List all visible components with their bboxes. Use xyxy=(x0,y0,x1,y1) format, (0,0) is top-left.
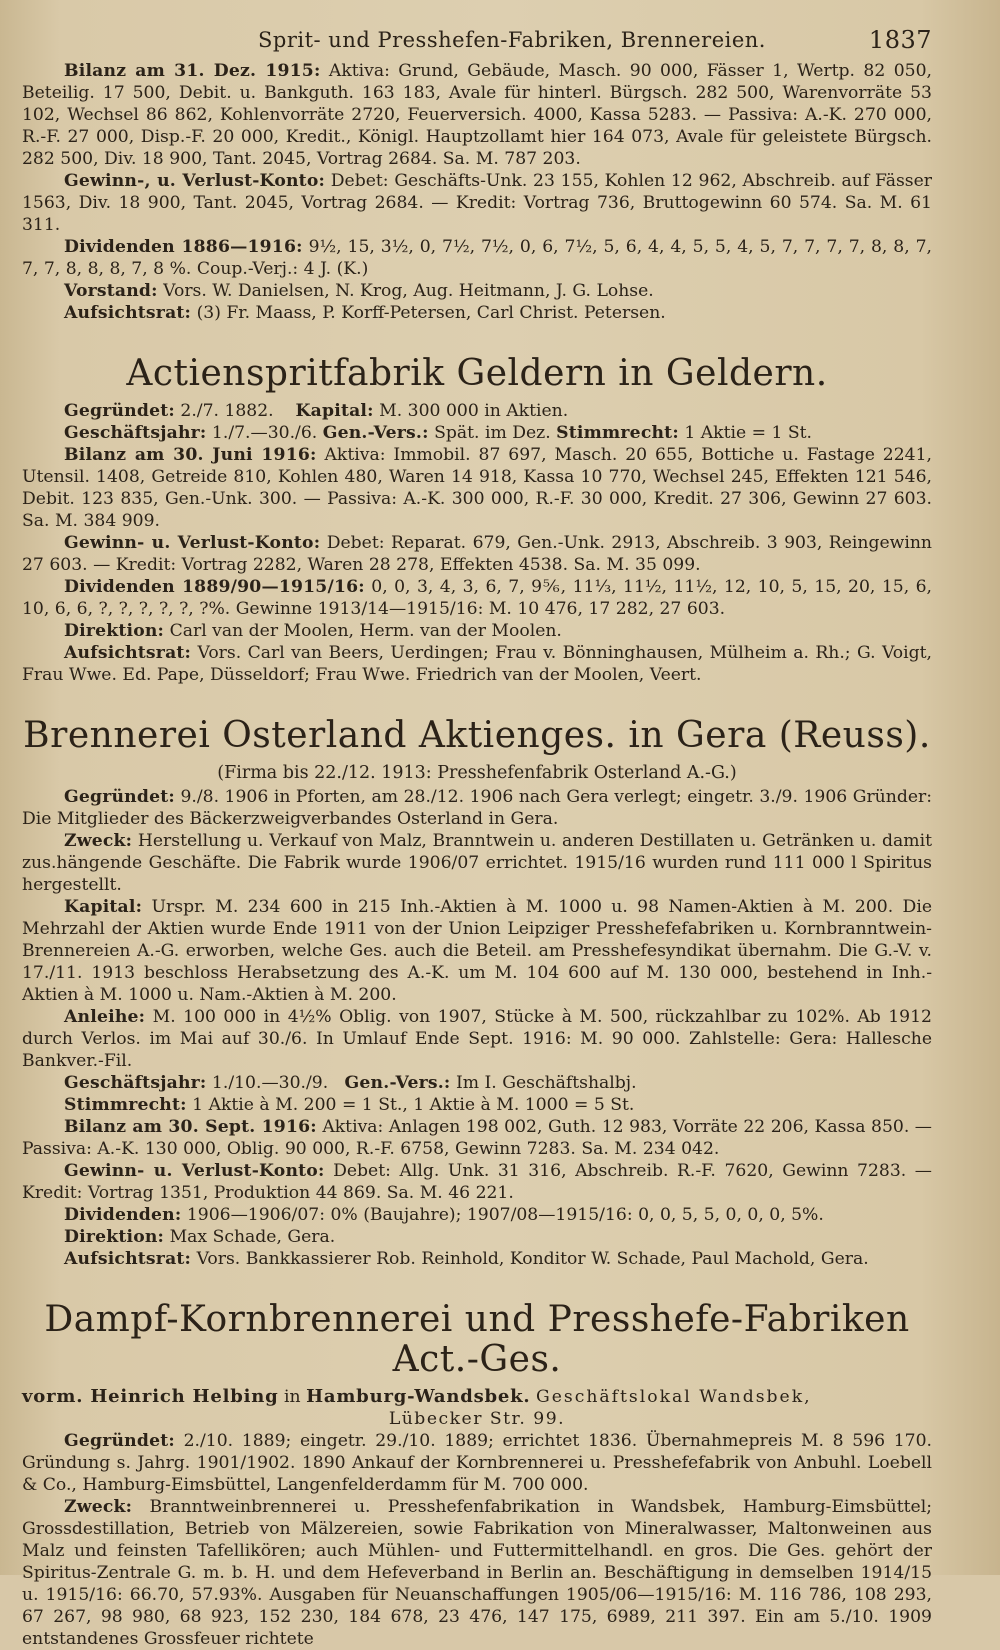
prev-div-label: Dividenden 1886—1916: xyxy=(64,237,303,257)
helbing-gegr-label: Gegründet: xyxy=(64,1431,175,1451)
geldern-aufsicht-text: Vors. Carl van Beers, Uerdingen; Frau v. Bönninghausen, Mülheim a. Rh.; G. Voigt, Frau Wwe. Ed. Pape, Düsseldorf; Frau Wwe. Friedrich van der Moolen, Veert. xyxy=(22,643,933,685)
prev-gewinn-label: Gewinn-, u. Verlust-Konto: xyxy=(64,171,326,191)
geldern-kapital-label: Kapital: xyxy=(295,401,374,421)
prev-dividenden xyxy=(22,236,932,280)
helbing-vorm-in: in xyxy=(284,1387,301,1407)
geldern-bilanz-label: Bilanz am 30. Juni 1916: xyxy=(64,445,317,465)
geldern-gewinn-label: Gewinn- u. Verlust-Konto: xyxy=(64,533,321,553)
osterland-bilanz-text: Aktiva: Anlagen 198 002, Guth. 12 983, Vorräte 22 206, Kassa 850. — Passiva: A.-K. 130 000, Oblig. 90 000, R.-F. 6758, Gewinn 7283. Sa. M. 234 042. xyxy=(22,1117,932,1159)
prev-bilanz-label: Bilanz am 31. Dez. 1915: xyxy=(64,61,321,81)
geldern-dir-label: Direktion: xyxy=(64,621,165,641)
prev-aufsichtsrat xyxy=(22,302,932,324)
osterland-dir-text: Max Schade, Gera. xyxy=(169,1227,336,1247)
geldern-div-label: Dividenden 1889/90—1915/16: xyxy=(64,577,365,597)
geldern-direktion xyxy=(22,620,932,642)
prev-bilanz xyxy=(22,60,932,170)
osterland-direktion xyxy=(22,1226,932,1248)
geldern-bilanz-text: Aktiva: Immobil. 87 697, Masch. 20 655, Bottiche u. Fastage 2241, Utensil. 1408, Getreide 810, Kohlen 480, Waren 14 918, Kassa 10 770, Wechsel 245, Effekten 121 546, Debit. 123 835, Gen.-Unk. 300. — Passiva: A.-K. 300 000, R.-F. 30 000, Kredit. 27 306, Gewinn 27 603. Sa. M. 384 909. xyxy=(22,445,932,531)
geldern-aufsicht-label: Aufsichtsrat: xyxy=(64,643,192,663)
osterland-title: Brennerei Osterland Aktienges. in Gera (Reuss). xyxy=(23,715,931,756)
geldern-aufsichtsrat xyxy=(22,642,932,686)
geldern-kapital-text: M. 300 000 in Aktien. xyxy=(379,401,569,421)
osterland-aufsicht-text: Vors. Bankkassierer Rob. Reinhold, Konditor W. Schade, Paul Machold, Gera. xyxy=(196,1249,869,1269)
osterland-gewinn xyxy=(22,1160,932,1204)
osterland-gegruendet xyxy=(22,786,932,830)
helbing-vorm-street: Lübecker Str. 99. xyxy=(388,1409,566,1429)
osterland-zweck-text: Herstellung u. Verkauf von Malz, Branntwein u. anderen Destillaten u. Getränken u. damit zus.hängende Geschäfte. Die Fabrik wurde 1906/07 errichtet. 1915/16 wurden rund 111 000 l Spiritus hergestellt. xyxy=(22,831,932,895)
osterland-anleihe-label: Anleihe: xyxy=(64,1007,146,1027)
geldern-basics-2 xyxy=(22,422,932,444)
prev-vorstand xyxy=(22,280,932,302)
osterland-firma: (Firma bis 22./12. 1913: Presshefenfabrik Osterland A.-G.) xyxy=(217,763,737,783)
osterland-gewinn-text: Debet: Allg. Unk. 31 316, Abschreib. R.-F. 7620, Gewinn 7283. — Kredit: Vortrag 1351, Produktion 44 869. Sa. M. 46 221. xyxy=(22,1161,932,1203)
geldern-stimm-label: Stimmrecht: xyxy=(556,423,679,443)
geldern-dir-text: Carl van der Moolen, Herm. van der Moolen. xyxy=(169,621,562,641)
geldern-gegr-text: 2./7. 1882. xyxy=(180,401,274,421)
helbing-zweck-text: Branntweinbrennerei u. Presshefenfabrikation in Wandsbek, Hamburg-Eimsbüttel; Grossdestillation, Betrieb von Mälzereien, sowie Fabrikation von Mineralwasser, Maltonweinen aus Malz und feinsten Tafellikören; auch Mühlen- und Futtermittelhandl. en gros. Die Ges. gehört der Spiritus-Zentrale G. m. b. H. und dem Hefeverband in Berlin an. Beschäftigung in demselben 1914/15 u. 1915/16: 66.70, 57.93%. Ausgaben für Neuanschaffungen 1905/06—1915/16: M. 116 786, 108 293, 67 267, 98 980, 68 923, 152 230, 184 678, 23 476, 147 175, 6989, 211 397. Ein am 5./10. 1909 entstandenes Grossfeuer richtete xyxy=(22,1497,932,1649)
osterland-aufsichtsrat xyxy=(22,1248,932,1270)
helbing-vorm-rest: Geschäftslokal Wandsbek, xyxy=(535,1387,812,1407)
helbing-gegruendet xyxy=(22,1430,932,1496)
geldern-gewinn-text: Debet: Reparat. 679, Gen.-Unk. 2913, Abschreib. 3 903, Reingewinn 27 603. — Kredit: Vortrag 2282, Waren 28 278, Effekten 4538. Sa. M. 35 099. xyxy=(22,533,932,575)
osterland-div-label: Dividenden: xyxy=(64,1205,182,1225)
prev-div-text: 9½, 15, 3½, 0, 7½, 7½, 0, 6, 7½, 5, 6, 4, 4, 5, 5, 4, 5, 7, 7, 7, 7, 8, 8, 7, 7, 7, 8, 8, 8, 7, 8 %. Coup.-Verj.: 4 J. (K.) xyxy=(22,237,932,279)
osterland-gegr-label: Gegründet: xyxy=(64,787,175,807)
osterland-gegr-text: 9./8. 1906 in Pforten, am 28./12. 1906 nach Gera verlegt; eingetr. 3./9. 1906 Gründer: Die Mitglieder des Bäckerzweigverbandes Osterland in Gera. xyxy=(22,787,933,829)
geldern-basics-1 xyxy=(22,400,932,422)
osterland-zweck-label: Zweck: xyxy=(64,831,133,851)
osterland-entry xyxy=(22,716,932,1270)
geldern-bilanz xyxy=(22,444,932,532)
osterland-gj-text: 1./10.—30./9. xyxy=(211,1073,329,1093)
prev-gewinn-text: Debet: Geschäfts-Unk. 23 155, Kohlen 12 962, Abschreib. auf Fässer 1563, Div. 18 900, Tant. 2045, Vortrag 2684. — Kredit: Vortrag 736, Bruttogewinn 60 574. Sa. M. 61 311. xyxy=(22,171,932,235)
helbing-vorm-prefix: vorm. Heinrich Helbing xyxy=(22,1386,279,1407)
prev-vorstand-text: Vors. W. Danielsen, N. Krog, Aug. Heitmann, J. G. Lohse. xyxy=(163,281,654,301)
page-number: 1837 xyxy=(868,26,932,54)
osterland-kapital-text: Urspr. M. 234 600 in 215 Inh.-Aktien à M. 1000 u. 98 Namen-Aktien à M. 200. Die Mehrzahl der Aktien wurde Ende 1911 von der Union Leipziger Presshefefabriken u. Kornbranntwein-Brennereien A.-G. erworben, welche Ges. auch die Beteil. am Presshefesyndikat übernahm. Die G.-V. v. 17./11. 1913 beschloss Herabsetzung des A.-K. um M. 104 600 auf M. 130 000, bestehend in Inh.-Aktien à M. 1000 u. Nam.-Aktien à M. 200. xyxy=(22,897,933,1005)
geldern-dividenden xyxy=(22,576,932,620)
geldern-gj-label: Geschäftsjahr: xyxy=(64,423,207,443)
osterland-gv-text: Im I. Geschäftshalbj. xyxy=(455,1073,637,1093)
prev-bilanz-text: Aktiva: Grund, Gebäude, Masch. 90 000, Fässer 1, Wertp. 82 050, Beteilig. 17 500, Debit. u. Bankguth. 163 183, Avale für hinterl. Bürgsch. 282 500, Warenvorräte 53 102, Wechsel 86 862, Kohlenvorräte 2720, Feuerversich. 4000, Kassa 5283. — Passiva: A.-K. 270 000, R.-F. 27 000, Disp.-F. 20 000, Kredit., Königl. Hauptzollamt hier 164 073, Avale für geleistete Bürgsch. 282 500, Div. 18 900, Tant. 2045, Vortrag 2684. Sa. M. 787 203. xyxy=(22,61,932,169)
osterland-dividenden xyxy=(22,1204,932,1226)
prev-vorstand-label: Vorstand: xyxy=(64,281,158,301)
running-header xyxy=(22,20,932,60)
prev-aufsicht-label: Aufsichtsrat: xyxy=(64,303,192,323)
geldern-gv-text: Spät. im Dez. xyxy=(434,423,551,443)
osterland-gj-label: Geschäftsjahr: xyxy=(64,1073,207,1093)
prev-gewinn xyxy=(22,170,932,236)
helbing-zweck xyxy=(22,1496,932,1650)
geldern-gegr-label: Gegründet: xyxy=(64,401,175,421)
helbing-title: Dampf-Kornbrennerei und Presshefe-Fabriken Act.-Ges. xyxy=(44,1299,910,1380)
geldern-entry xyxy=(22,354,932,686)
geldern-div-text: 0, 0, 3, 4, 3, 6, 7, 9⅚, 11⅓, 11½, 11½, 12, 10, 5, 15, 20, 15, 6, 10, 6, 6, ?, ?, ?, ?, ?, ?%. Gewinne 1913/14—1915/16: M. 10 476, 17 282, 27 603. xyxy=(22,577,932,619)
helbing-gegr-text: 2./10. 1889; eingetr. 29./10. 1889; errichtet 1836. Übernahmepreis M. 8 596 170. Gründung s. Jahrg. 1901/1902. 1890 Ankauf der Kornbrennerei u. Presshefefabrik von Anbuhl. Loebell & Co., Hamburg-Eimsbüttel, Langenfelderdamm für M. 700 000. xyxy=(22,1431,933,1495)
osterland-gv-label: Gen.-Vers.: xyxy=(344,1073,451,1093)
osterland-div-text: 1906—1906/07: 0% (Baujahre); 1907/08—1915/16: 0, 0, 5, 5, 0, 0, 0, 5%. xyxy=(186,1205,824,1225)
geldern-gj-text: 1./7.—30./6. xyxy=(211,423,318,443)
osterland-anleihe-text: M. 100 000 in 4½% Oblig. von 1907, Stücke à M. 500, rückzahlbar zu 102%. Ab 1912 durch Verlos. im Mai auf 30./6. In Umlauf Ende Sept. 1916: M. 90 000. Zahlstelle: Gera: Hallesche Bankver.-Fil. xyxy=(22,1007,932,1071)
osterland-basics xyxy=(22,1072,932,1094)
geldern-gewinn xyxy=(22,532,932,576)
osterland-kapital-label: Kapital: xyxy=(64,897,143,917)
prev-entry xyxy=(22,60,932,324)
osterland-stimmrecht xyxy=(22,1094,932,1116)
osterland-kapital xyxy=(22,896,932,1006)
osterland-stimm-label: Stimmrecht: xyxy=(64,1095,187,1115)
helbing-vorm xyxy=(22,1386,932,1430)
geldern-stimm-text: 1 Aktie = 1 St. xyxy=(684,423,813,443)
helbing-entry xyxy=(22,1300,932,1650)
osterland-anleihe xyxy=(22,1006,932,1072)
helbing-zweck-label: Zweck: xyxy=(64,1497,133,1517)
osterland-dir-label: Direktion: xyxy=(64,1227,165,1247)
osterland-bilanz-label: Bilanz am 30. Sept. 1916: xyxy=(64,1117,317,1137)
geldern-gv-label: Gen.-Vers.: xyxy=(322,423,429,443)
osterland-stimm-text: 1 Aktie à M. 200 = 1 St., 1 Aktie à M. 1000 = 5 St. xyxy=(192,1095,635,1115)
osterland-zweck xyxy=(22,830,932,896)
geldern-title: Actienspritfabrik Geldern in Geldern. xyxy=(126,353,828,394)
osterland-aufsicht-label: Aufsichtsrat: xyxy=(64,1249,192,1269)
prev-aufsicht-text: (3) Fr. Maass, P. Korff-Petersen, Carl Christ. Petersen. xyxy=(196,303,666,323)
osterland-bilanz xyxy=(22,1116,932,1160)
helbing-vorm-city: Hamburg-Wandsbek. xyxy=(306,1386,531,1407)
osterland-gewinn-label: Gewinn- u. Verlust-Konto: xyxy=(64,1161,325,1181)
header-title: Sprit- und Presshefen-Fabriken, Brennereien. xyxy=(258,28,766,52)
